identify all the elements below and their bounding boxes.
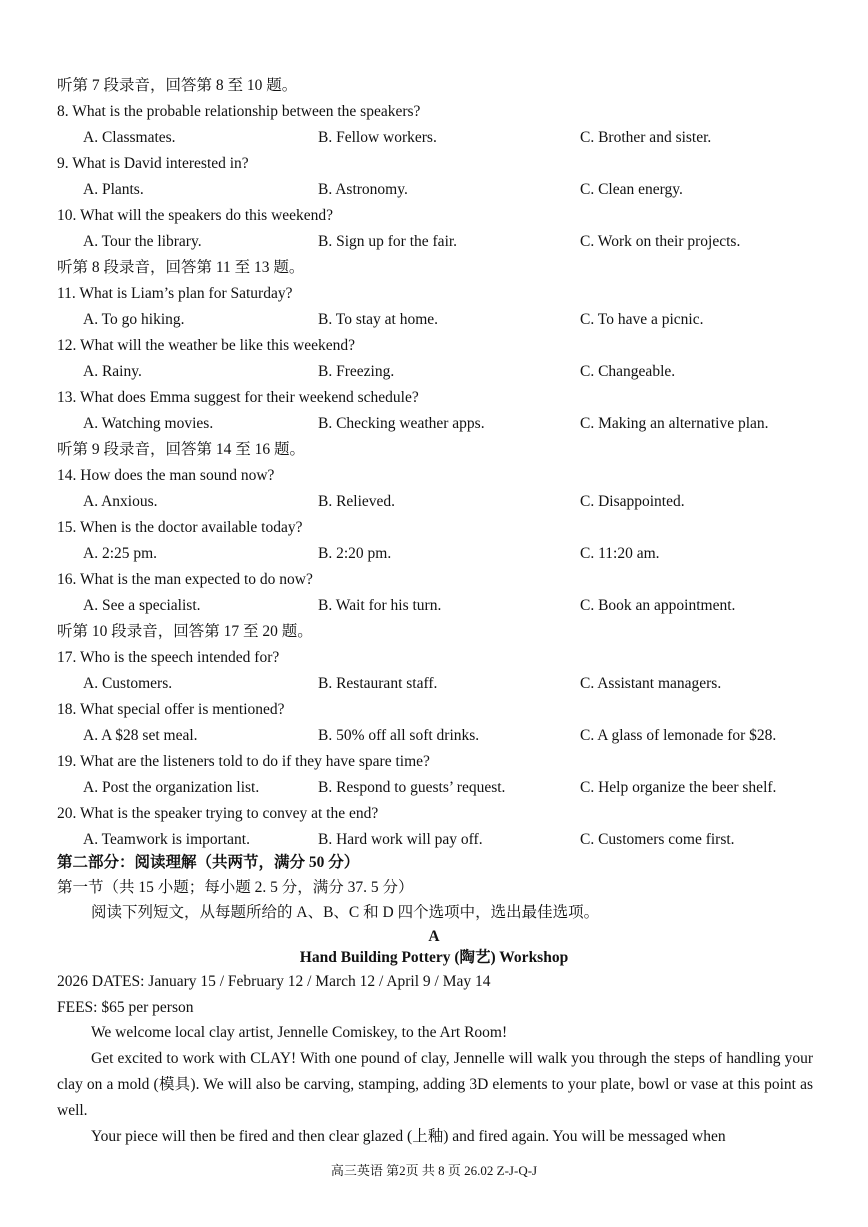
passage-title: Hand Building Pottery (陶艺) Workshop [299,949,569,966]
option-a: A. Watching movies. [83,415,214,432]
option-b: B. Respond to guests’ request. [318,779,506,796]
section-header: 听第 8 段录音，回答第 11 至 13 题。 [57,259,305,276]
option-b: B. Wait for his turn. [318,597,442,614]
passage-paragraph-3: Your piece will then be fired and then clear glazed (上釉) and fired again. You will be messaged when [91,1128,726,1145]
option-a: A. To go hiking. [83,311,185,328]
question-stem: 19. What are the listeners told to do if they have spare time? [57,753,430,770]
option-c: C. Clean energy. [580,181,683,198]
question-stem: 15. When is the doctor available today? [57,519,303,536]
passage-letter: A [428,928,440,945]
passage-paragraph-2: Get excited to work with CLAY! With one pound of clay, Jennelle will walk you through the steps of handling your clay on a mold (模具). We will also be carving, stamping, adding 3D elements to your plate, bowl or vase at this point as well. [57,1050,813,1119]
option-c: C. Assistant managers. [580,675,722,692]
option-b: B. Restaurant staff. [318,675,438,692]
option-c: C. Disappointed. [580,493,685,510]
option-b: B. Freezing. [318,363,395,380]
option-b: B. Fellow workers. [318,129,437,146]
option-c: C. Help organize the beer shelf. [580,779,777,796]
option-a: A. See a specialist. [83,597,201,614]
option-a: A. Post the organization list. [83,779,260,796]
section-header: 听第 7 段录音，回答第 8 至 10 题。 [57,77,298,94]
option-c: C. Work on their projects. [580,233,741,250]
option-a: A. Anxious. [83,493,158,510]
question-stem: 17. Who is the speech intended for? [57,649,280,666]
page-footer: 高三英语 第2页 共 8 页 26.02 Z-J-Q-J [330,1163,538,1178]
option-c: C. Book an appointment. [580,597,736,614]
option-b: B. 50% off all soft drinks. [318,727,480,744]
passage-dates: 2026 DATES: January 15 / February 12 / March 12 / April 9 / May 14 [57,973,491,990]
option-a: A. Tour the library. [83,233,202,250]
option-b: B. Checking weather apps. [318,415,485,432]
question-stem: 14. How does the man sound now? [57,467,275,484]
section-header: 听第 9 段录音，回答第 14 至 16 题。 [57,441,306,458]
question-stem: 9. What is David interested in? [57,155,249,172]
option-c: C. Customers come first. [580,831,735,848]
option-c: C. Making an alternative plan. [580,415,769,432]
question-stem: 13. What does Emma suggest for their weekend schedule? [57,389,419,406]
passage-fees: FEES: $65 per person [57,999,194,1016]
question-stem: 18. What special offer is mentioned? [57,701,285,718]
passage-paragraph-1: We welcome local clay artist, Jennelle Comiskey, to the Art Room! [91,1024,508,1041]
option-a: A. 2:25 pm. [83,545,158,562]
question-stem: 12. What will the weather be like this weekend? [57,337,355,354]
question-stem: 11. What is Liam’s plan for Saturday? [57,285,293,302]
option-a: A. A $28 set meal. [83,727,198,744]
part-title: 第二部分：阅读理解（共两节，满分 50 分） [57,854,360,871]
option-a: A. Plants. [83,181,144,198]
option-c: C. To have a picnic. [580,311,704,328]
question-stem: 16. What is the man expected to do now? [57,571,313,588]
option-b: B. Relieved. [318,493,396,510]
option-a: A. Customers. [83,675,173,692]
option-c: C. A glass of lemonade for $28. [580,727,777,744]
option-b: B. 2:20 pm. [318,545,392,562]
option-c: C. Changeable. [580,363,676,380]
option-a: A. Rainy. [83,363,142,380]
section-subtitle: 第一节（共 15 小题；每小题 2. 5 分，满分 37. 5 分） [57,879,414,896]
option-c: C. 11:20 am. [580,545,660,562]
question-stem: 20. What is the speaker trying to convey at the end? [57,805,379,822]
option-b: B. To stay at home. [318,311,439,328]
option-b: B. Sign up for the fair. [318,233,458,250]
section-header: 听第 10 段录音，回答第 17 至 20 题。 [57,623,313,640]
option-b: B. Hard work will pay off. [318,831,483,848]
question-stem: 10. What will the speakers do this weekend? [57,207,334,224]
question-stem: 8. What is the probable relationship between the speakers? [57,103,421,120]
instruction: 阅读下列短文，从每题所给的 A、B、C 和 D 四个选项中，选出最佳选项。 [91,904,600,921]
option-c: C. Brother and sister. [580,129,712,146]
option-b: B. Astronomy. [318,181,408,198]
option-a: A. Teamwork is important. [83,831,250,848]
option-a: A. Classmates. [83,129,176,146]
